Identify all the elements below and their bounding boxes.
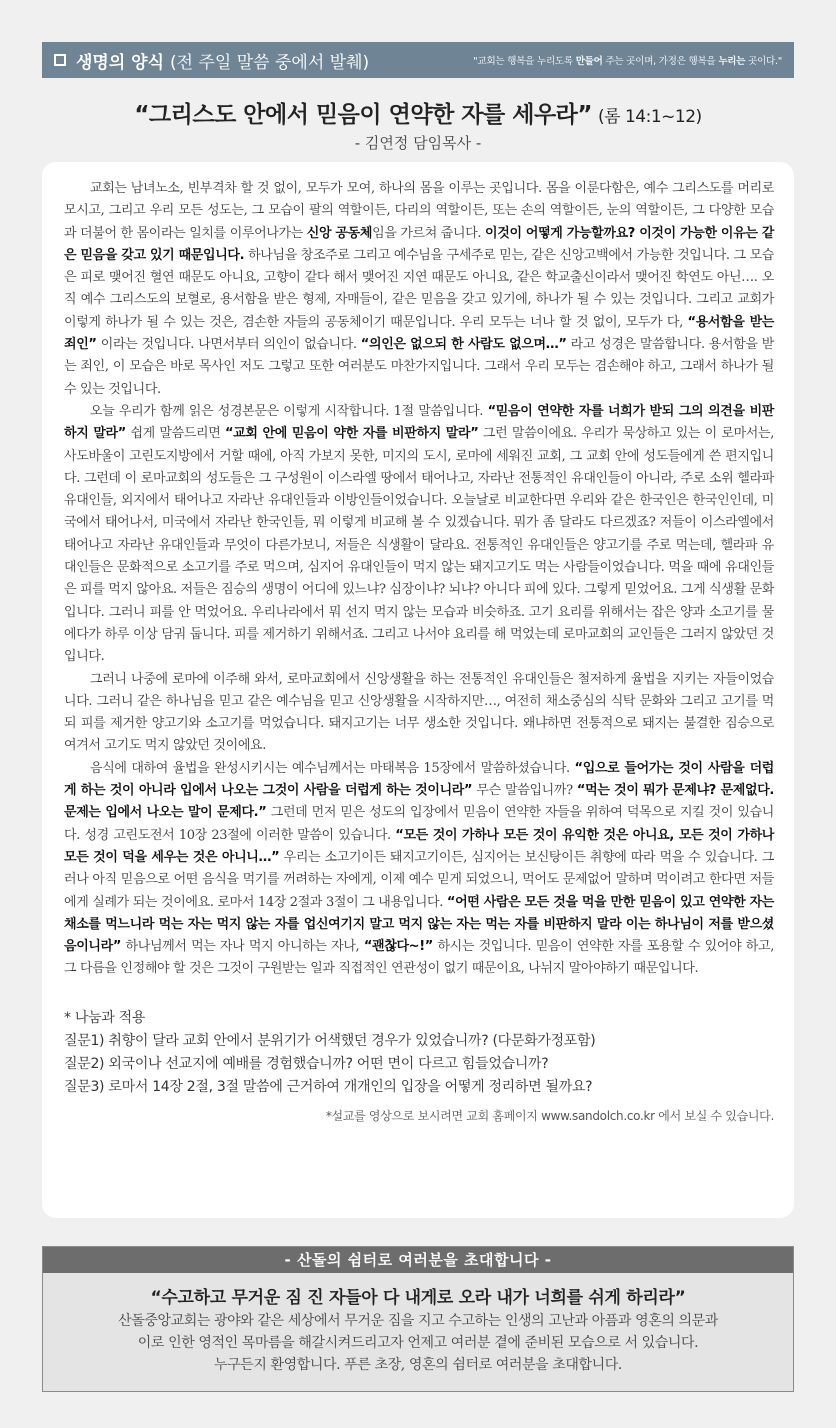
bold-run: “용서함을 받는 죄인” <box>64 314 774 353</box>
text-run: 하나님을 창조주로 그리고 예수님을 구세주로 믿는, 같은 신앙고백에서 가능한 것입니다. 그 모습은 피로 맺어진 혈연 때문도 아니요, 고향이 같다 해서 맺어진 지연 때문도 아니요, 같은 학교출신이라서 맺어진 학연도 아닌…. 오직 예수 그리스도의 보혈로, 용서함을 받은 형제, 자매들이, 같은 믿음을 갖고 있기에, 하나가 될 수 있는 것입니다. 그리고 교회가 이렇게 하나가 될 수 있는 것은, 겸손한 자들의 공동체이기 때문입니다. 우리 모두는 너나 할 것 없이, 모두가 다, <box>64 247 774 330</box>
sermon-title-text: “그리스도 안에서 믿음이 연약한 자를 세우라” <box>134 102 593 128</box>
question-1: 질문1) 취향이 달라 교회 안에서 분위기가 어색했던 경우가 있었습니까? (다문화가정포함) <box>64 1032 596 1049</box>
scripture-reference: (롬 14:1~12) <box>598 107 702 127</box>
quote-part: 곳이다." <box>745 56 782 67</box>
header-bar <box>42 42 794 78</box>
video-note: *설교를 영상으로 보시려면 교회 홈페이지 www.sandolch.co.kr 에서 보실 수 있습니다. <box>325 1108 774 1123</box>
text-run: 이라는 것입니다. 나면서부터 의인이 없습니다. <box>96 337 361 353</box>
bold-run: “믿음이 연약한 자를 너희가 받되 그의 의견을 비판하지 말라” <box>64 403 774 442</box>
bold-run: “어떤 사람은 모든 것을 먹을 만한 믿음이 있고 연약한 자는 채소를 먹느니라 먹는 자는 먹지 않는 자를 업신여기지 말고 먹지 않는 자는 먹는 자를 비판하지 말라 이는 하나님이 저를 받으셨음이니라” <box>64 894 774 955</box>
quote-bold: 만들어 <box>575 56 603 67</box>
text-run: 오늘 우리가 함께 읽은 성경본문은 이렇게 시작합니다. 1절 말씀입니다. <box>90 403 488 419</box>
quote-bold: 누리는 <box>718 56 746 67</box>
paragraph-4 <box>64 758 774 981</box>
sharing-section <box>64 1007 774 1099</box>
text-run: 우리는 소고기이든 돼지고기이든, 심지어는 보신탕이든 취향에 따라 먹을 수 있습니다. 그러나 아직 믿음으로 어떤 음식을 먹기를 꺼려하는 자에게, 이제 예수 믿게 되었으니, 먹어도 문제없어 말하며 먹이려고 한다면 저들에게 실례가 되는 것이에요. 로마서 14장 2절과 3절이 그 내용입니다. <box>64 849 774 910</box>
invitation-line-1: 산돌중앙교회는 광야와 같은 세상에서 무거운 짐을 지고 수고하는 인생의 고난과 아픔과 영혼의 의문과 <box>118 1313 718 1329</box>
section-subtitle: (전 주일 말씀 중에서 발췌) <box>170 52 370 73</box>
text-run: 그러니 나중에 로마에 이주해 와서, 로마교회에서 신앙생활을 하는 전통적인 유대인들은 철저하게 율법을 지키는 자들이었습니다. 그러니 같은 하나님을 믿고 같은 예수님을 믿고 신앙생활을 시작하지만…, 여전히 채소중심의 식탁 문화와 그리고 고기를 먹되 피를 제거한 양고기와 소고기를 먹었습니다. 돼지고기는 너무 생소한 것입니다. 왜냐하면 전통적으로 돼지는 불결한 짐승으로 여겨서 고기도 먹지 않았던 것이에요. <box>64 671 774 754</box>
bold-run: “모든 것이 가하나 모든 것이 유익한 것은 아니요, 모든 것이 가하나 모든 것이 덕을 세우는 것은 아니니…” <box>64 827 774 865</box>
text-run: 쉽게 말씀드리면 <box>125 426 225 442</box>
text-run: 하나님께서 먹는 자나 먹지 아니하는 자나, <box>121 939 364 955</box>
pastor-name: - 김연정 담임목사 - <box>354 134 482 152</box>
text-run: 그런 말씀이에요. 우리가 묵상하고 있는 이 로마서는, 사도바울이 고린도지방에서 거할 때에, 아직 가보지 못한, 미지의 도시, 로마에 세워진 교회, 그 교회 안에 성도들에게 쓴 편지입니다. 그런데 이 로마교회의 성도들은 그 구성원이 이스라엘 땅에서 태어나고, 자라난 전통적인 유대인들이 아니라, 주로 소위 헬라파 유대인들, 외지에서 태어나고 자라난 유대인들과 이방인들이었습니다. 오늘날로 비교한다면 우리와 같은 한국인은 한국인인데, 미국에서 태어나서, 미국에서 자라난 한국인들, 뭐 이렇게 비교해 볼 수 있겠습니다. 뭐가 좀 달라도 다르겠죠? 저들이 이스라엘에서 태어나고 자라난 유대인들과 무엇이 다른가보니, 저들은 식생활이 달라요. 전통적인 유대인들은 양고기를 주로 먹는데, 헬라파 유대인들은 문화적으로 소고기를 주로 먹으며, 심지어 유대인들이 먹지 않는 돼지고기도 먹는 사람들이었습니다. 먹을 때에 유대인들은 피를 먹지 않아요. 저들은 짐승의 생명이 어디에 있느냐? 심장이냐? 뇌냐? 아니다 피에 있다. 그렇게 믿었어요. 그게 식생활 문화입니다. 그러니 피를 안 먹었어요. 우리나라에서 뭐 선지 먹지 않는 모습과 비슷하죠. 고기 요리를 위해서는 잡은 양과 소고기를 물에다가 하루 이상 담궈 둡니다. 피를 제거하기 위해서죠. 그리고 나서야 요리를 해 먹었는데 로마교회의 교인들은 그러지 않았던 것입니다. <box>64 426 774 665</box>
bold-run: 이것이 어떻게 가능할까요? 이것이 가능한 이유는 같은 믿음을 갖고 있기 때문입니다. <box>64 225 774 263</box>
square-bullet-icon <box>54 54 66 66</box>
text-run: 라고 성경은 말씀합니다. 용서함을 받는 죄인, 이 모습은 바로 목사인 저도 그렇고 또한 여러분도 마찬가지입니다. 그래서 우리 모두는 겸손해야 하고, 그래서 하나가 될 수 있는 것입니다. <box>64 337 774 397</box>
sermon-body <box>42 162 794 1218</box>
invitation-heading: - 산돌의 쉼터로 여러분을 초대합니다 - <box>43 1247 793 1273</box>
paragraph-3 <box>64 669 774 758</box>
text-run: 교회는 남녀노소, 빈부격차 할 것 없이, 모두가 모여, 하나의 몸을 이루는 곳입니다. 몸을 이룬다함은, 예수 그리스도를 머리로 모시고, 그리고 우리 모든 성도는, 그 모습이 팔의 역할이든, 다리의 역할이든, 또는 손의 역할이든, 눈의 역할이든, 그 다양한 모습과 더불어 한 몸이라는 일치를 이루어나가는 <box>64 181 774 241</box>
invitation-line-2: 이로 인한 영적인 목마름을 해갈시켜드리고자 언제고 여러분 곁에 준비된 모습으로 서 있습니다. <box>137 1335 699 1351</box>
bold-run: “먹는 것이 뭐가 문제냐? 문제없다. 문제는 입에서 나오는 말이 문제다.” <box>64 783 774 821</box>
paragraph-1 <box>64 178 774 401</box>
bold-run: “괜찮다~!” <box>363 939 433 955</box>
sermon-title <box>0 96 836 129</box>
question-3: 질문3) 로마서 14장 2절, 3절 말씀에 근거하여 개개인의 입장을 어떻게 정리하면 될까요? <box>64 1078 593 1095</box>
bold-run: “의인은 없으되 한 사람도 없으며…” <box>360 337 567 353</box>
invitation-box <box>42 1246 794 1392</box>
paragraph-2 <box>64 401 774 669</box>
invitation-text <box>43 1310 793 1376</box>
text-run: 그런데 먼저 믿은 성도의 입장에서 믿음이 연약한 자들을 위하여 덕목으로 지킬 것이 있습니다. 성경 고린도전서 10장 23절에 이러한 말씀이 있습니다. <box>64 805 774 843</box>
header-title-group <box>54 48 369 73</box>
invitation-verse: “수고하고 무거운 짐 진 자들아 다 내게로 오라 내가 너희를 쉬게 하리라” <box>150 1288 686 1308</box>
quote-part: "교회는 행복을 누리도록 <box>473 56 576 67</box>
bold-run: “입으로 들어가는 것이 사람을 더럽게 하는 것이 아니라 입에서 나오는 그것이 사람을 더럽게 하는 것이니라” <box>64 760 774 799</box>
text-run: 하시는 것입니다. 믿음이 연약한 자를 포용할 수 있어야 하고, 그 다름을 인정해야 할 것은 그것이 구원받는 일과 직접적인 연관성이 없기 때문이요, 나뉘지 말아야하기 때문입니다. <box>64 939 774 977</box>
bold-run: 신앙 공동체 <box>306 225 373 241</box>
invitation-line-3: 누구든지 환영합니다. 푸른 초장, 영혼의 쉼터로 여러분을 초대합니다. <box>214 1357 622 1373</box>
sharing-heading: * 나눔과 적용 <box>64 1009 146 1026</box>
text-run: 임을 가르쳐 줍니다. <box>372 225 486 241</box>
text-run: 음식에 대하여 율법을 완성시키시는 예수님께서는 마태복음 15장에서 말씀하셨습니다. <box>90 760 575 776</box>
text-run: 무슨 말씀입니까? <box>472 783 577 799</box>
question-2: 질문2) 외국이나 선교지에 예배를 경험했습니까? 어떤 면이 다르고 힘들었습니까? <box>64 1055 549 1072</box>
header-quote <box>473 53 782 67</box>
quote-part: 주는 곳이며, 가정은 행복을 <box>602 56 719 67</box>
bold-run: “교회 안에 믿음이 약한 자를 비판하지 말라” <box>224 426 479 442</box>
section-title: 생명의 양식 <box>76 52 165 73</box>
